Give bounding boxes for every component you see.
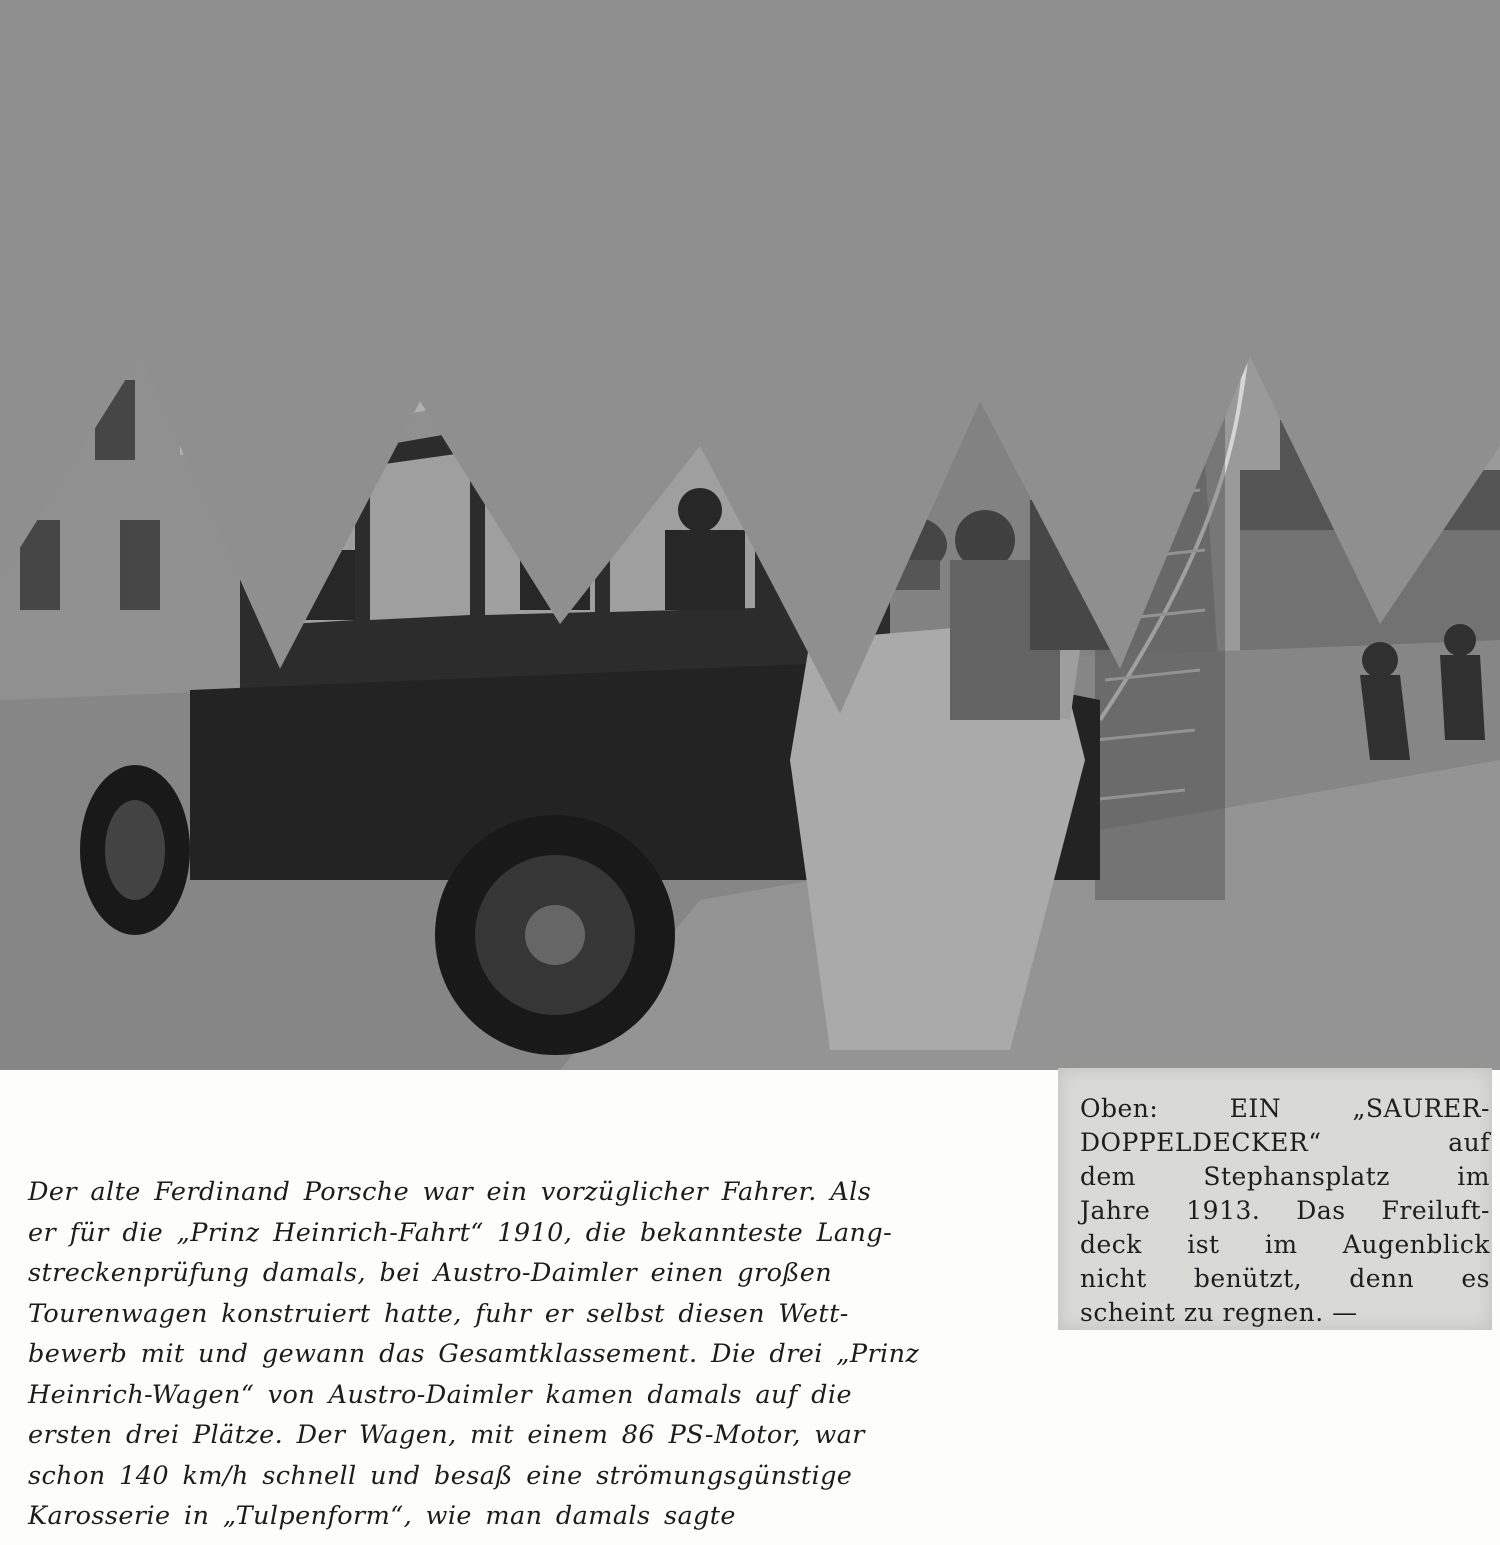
side-caption [1080, 1092, 1490, 1330]
side-caption-line: dem Stephansplatz im [1080, 1162, 1490, 1191]
side-caption-line: DOPPELDECKER“ auf [1080, 1128, 1490, 1157]
main-caption-line: Karosserie in „Tulpenform“, wie man damals sagte [28, 1501, 736, 1531]
main-caption-line: bewerb mit und gewann das Gesamtklassement. Die drei „Prinz [28, 1339, 920, 1369]
side-caption-line: scheint zu regnen. — [1080, 1298, 1358, 1327]
side-caption-line: Oben: EIN „SAURER- [1080, 1094, 1490, 1123]
main-caption-line: er für die „Prinz Heinrich-Fahrt“ 1910, die bekannteste Lang- [28, 1217, 893, 1248]
main-caption-line: Der alte Ferdinand Porsche war ein vorzüglicher Fahrer. Als [28, 1177, 872, 1207]
main-caption-line: Tourenwagen konstruiert hatte, fuhr er selbst diesen Wett- [28, 1298, 849, 1329]
main-caption-line: ersten drei Plätze. Der Wagen, mit einem 86 PS-Motor, war [28, 1420, 865, 1450]
side-caption-line: nicht benützt, denn es [1080, 1264, 1490, 1293]
side-caption-line: Jahre 1913. Das Freiluft- [1080, 1196, 1490, 1225]
main-caption-line: schon 140 km/h schnell und besaß eine strömungsgünstige [28, 1460, 853, 1491]
side-caption-line: deck ist im Augenblick [1080, 1230, 1490, 1259]
main-caption-line: Heinrich-Wagen“ von Austro-Daimler kamen damals auf die [28, 1379, 852, 1410]
main-caption [28, 1172, 1038, 1537]
main-caption-line: streckenprüfung damals, bei Austro-Daimler einen großen [28, 1258, 833, 1288]
